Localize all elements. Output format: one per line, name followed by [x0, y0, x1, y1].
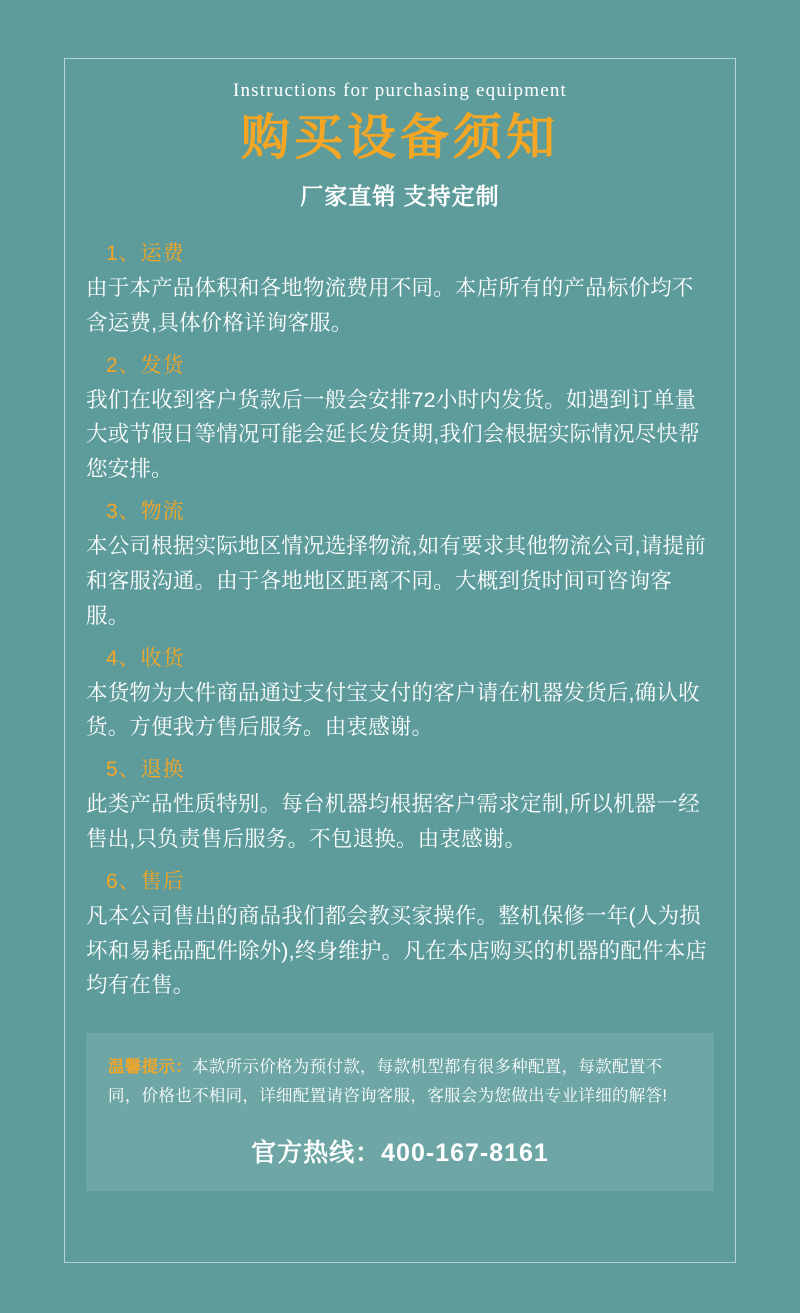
- section-heading: 4、收货: [106, 646, 185, 670]
- section-item: [86, 753, 714, 857]
- section-heading: 3、物流: [106, 500, 185, 524]
- section-body: 本公司根据实际地区情况选择物流,如有要求其他物流公司,请提前和客服沟通。由于各地地区距离不同。大概到货时间可咨询客服。: [86, 534, 706, 628]
- page-subtitle: 厂家直销 支持定制: [300, 182, 500, 209]
- section-item: [86, 495, 714, 633]
- section-body: 由于本产品体积和各地物流费用不同。本店所有的产品标价均不含运费,具体价格详询客服。: [86, 275, 694, 335]
- section-heading: 2、发货: [106, 353, 185, 377]
- section-heading: 5、退换: [106, 758, 185, 782]
- section-item: [86, 349, 714, 487]
- section-body: 我们在收到客户货款后一般会安排72小时内发货。如遇到订单量大或节假日等情况可能会延长发货期,我们会根据实际情况尽快帮您安排。: [86, 387, 700, 482]
- page-title: 购买设备须知: [240, 111, 559, 165]
- content-area: [86, 80, 714, 1191]
- notice-box: [86, 1033, 714, 1191]
- section-body: 此类产品性质特别。每台机器均根据客户需求定制,所以机器一经售出,只负责售后服务。不包退换。由衷感谢。: [86, 792, 700, 851]
- english-title: Instructions for purchasing equipment: [232, 80, 568, 101]
- notice-text: [108, 1053, 692, 1111]
- notice-body: 本款所示价格为预付款，每款机型都有很多种配置，每款配置不同，价格也不相同，详细配置请咨询客服，客服会为您做出专业详细的解答!: [108, 1058, 668, 1106]
- section-heading: 6、售后: [106, 869, 185, 893]
- section-body: 凡本公司售出的商品我们都会教买家操作。整机保修一年(人为损坏和易耗品配件除外),终身维护。凡在本店购买的机器的配件本店均有在售。: [86, 903, 708, 998]
- hotline: 官方热线：400-167-8161: [251, 1139, 549, 1168]
- section-heading: 1、运费: [106, 241, 185, 265]
- section-item: [86, 237, 714, 341]
- section-item: [86, 865, 714, 1003]
- notice-label: 温馨提示：: [108, 1058, 192, 1077]
- sections-list: [86, 237, 714, 1003]
- section-item: [86, 642, 714, 746]
- section-body: 本货物为大件商品通过支付宝支付的客户请在机器发货后,确认收货。方便我方售后服务。由衷感谢。: [86, 680, 700, 740]
